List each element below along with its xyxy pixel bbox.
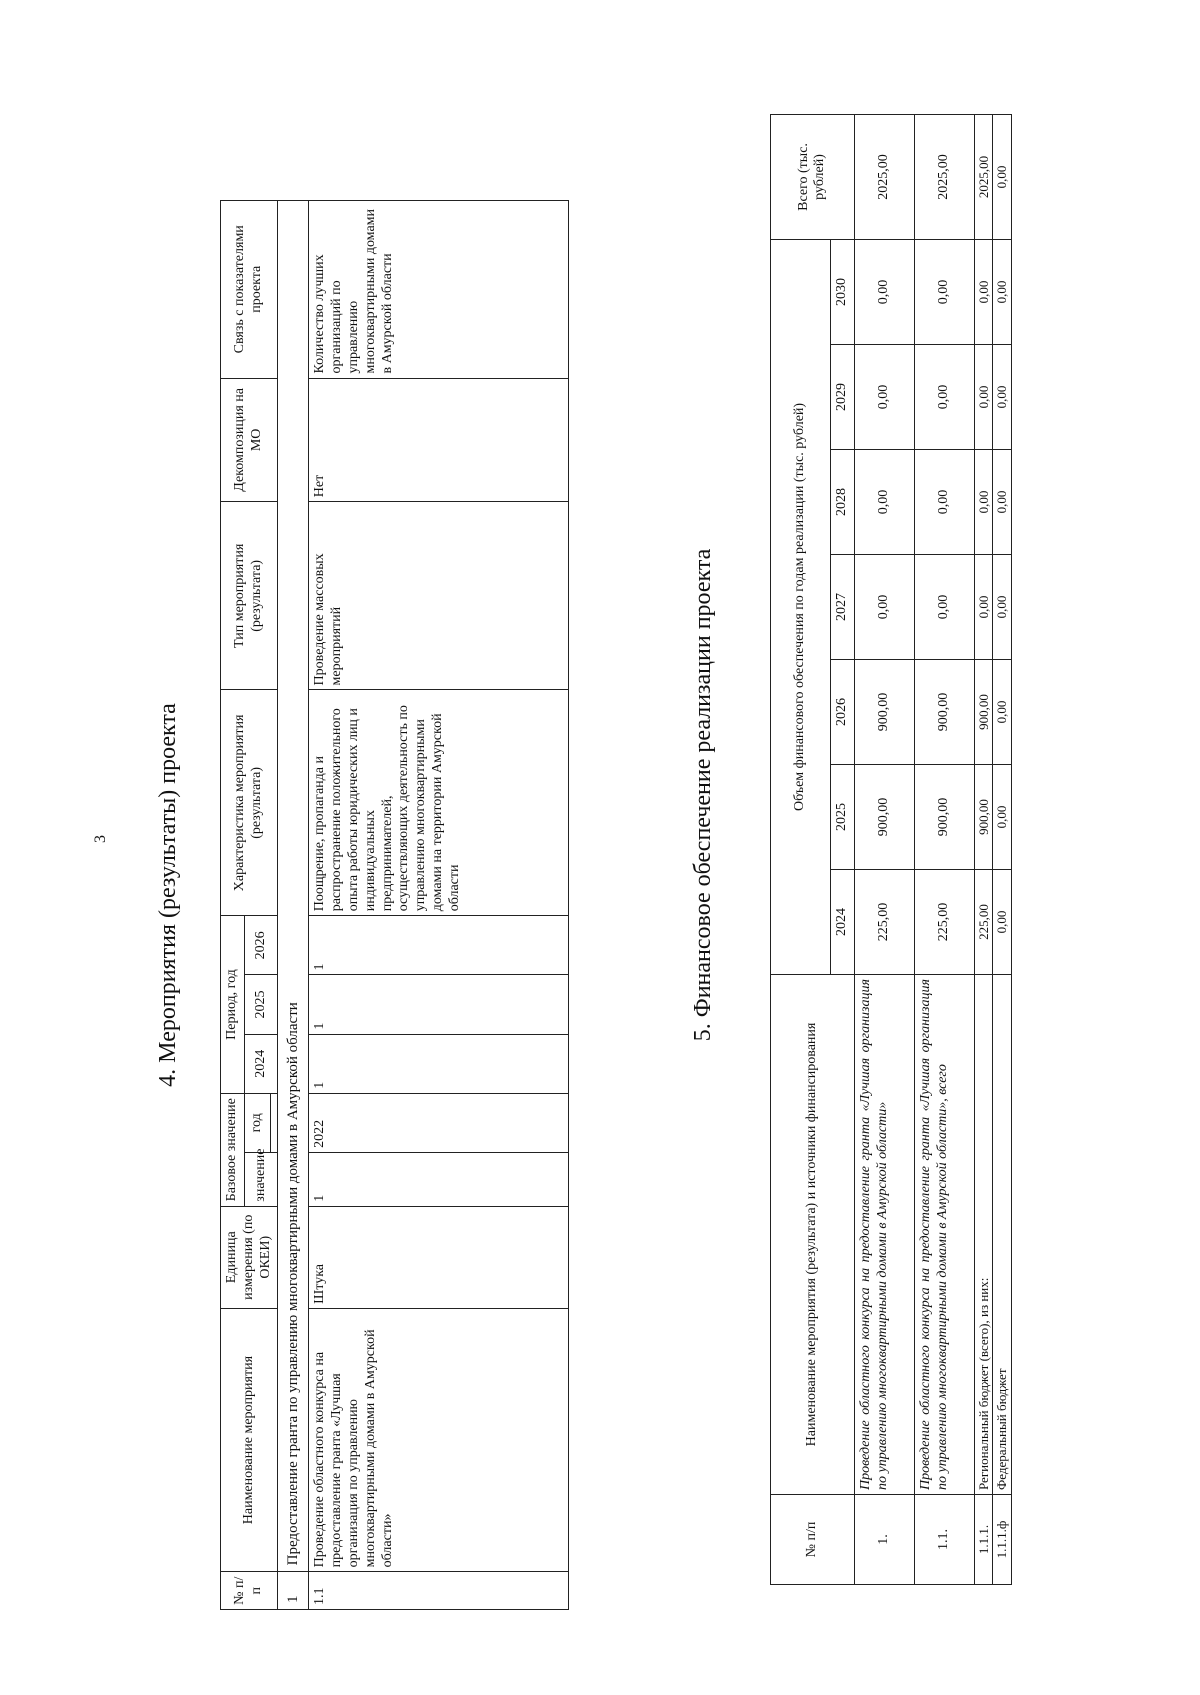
row-value: 0,00 [993, 345, 1012, 450]
col-period-header: Период, год [221, 916, 245, 1093]
col-year-header: 2026 [831, 660, 855, 765]
row-unit: Штука [309, 1206, 569, 1308]
col-characteristic-header: Характеристика мероприятия (результата) [221, 690, 278, 916]
row-value: 225,00 [854, 870, 914, 975]
col-year-header: 2027 [831, 555, 855, 660]
row-value: 0,00 [854, 239, 914, 344]
row-value: 225,00 [914, 870, 974, 975]
col-year-header: 2024 [831, 870, 855, 975]
activities-table [220, 200, 569, 1610]
col-year-header: 2030 [831, 239, 855, 344]
row-link: Количество лучших организаций по управлению многоквартирными домами в Амурской области [309, 201, 569, 379]
col-base-header: Базовое значение [221, 1093, 245, 1206]
col-year-header: 2029 [831, 345, 855, 450]
row-value: 0,00 [974, 239, 993, 344]
row-value: 900,00 [974, 765, 993, 870]
page-number: 3 [92, 835, 109, 843]
empty-cell [271, 1093, 278, 1152]
row-value: 0,00 [854, 555, 914, 660]
table-row [309, 201, 569, 1610]
row-value: 0,00 [993, 660, 1012, 765]
row-value: 0,00 [993, 450, 1012, 555]
table-row [914, 114, 974, 1584]
row-2025: 1 [309, 975, 569, 1034]
row-name: Федеральный бюджет [993, 975, 1012, 1495]
header-row [221, 201, 245, 1610]
row-name: Проведение областного конкурса на предоставление гранта «Лучшая организация по управлению многоквартирными домами в Амурской области» [309, 1308, 569, 1572]
group-row [278, 201, 309, 1610]
col-base-year-header: год [244, 1093, 271, 1152]
row-value: 0,00 [974, 555, 993, 660]
col-num-header: № п/п [771, 1495, 855, 1585]
row-num: 1.1.1.ф [993, 1495, 1012, 1585]
row-value: 0,00 [993, 239, 1012, 344]
col-name-header: Наименование мероприятия [221, 1308, 278, 1572]
col-unit-header: Единица измерения (по ОКЕИ) [221, 1206, 278, 1308]
row-base-year: 2022 [309, 1093, 569, 1152]
header-row [771, 114, 831, 1584]
row-value: 900,00 [974, 660, 993, 765]
row-characteristic: Поощрение, пропаганда и распространение положительного опыта работы юридических лиц и индивидуальных предпринимателей, осуществляющих деятельность по управлению многоквартирными домами на территории Амурской области [309, 690, 569, 916]
row-2024: 1 [309, 1034, 569, 1093]
col-2026-header: 2026 [244, 916, 278, 975]
row-value: 0,00 [854, 345, 914, 450]
col-link-header: Связь с показателями проекта [221, 201, 278, 379]
row-num: 1.1. [914, 1495, 974, 1585]
row-value: 0,00 [993, 765, 1012, 870]
col-2025-header: 2025 [244, 975, 278, 1034]
row-total: 0,00 [993, 114, 1012, 239]
group-title: Предоставление гранта по управлению многоквартирными домами в Амурской области [278, 201, 309, 1572]
group-num: 1 [278, 1572, 309, 1610]
section-5-title: 5. Финансовое обеспечение реализации проекта [690, 548, 716, 1042]
row-value: 900,00 [914, 660, 974, 765]
row-value: 900,00 [914, 765, 974, 870]
col-num-header: № п/п [221, 1572, 278, 1610]
col-year-header: 2028 [831, 450, 855, 555]
col-decomposition-header: Декомпозиция на МО [221, 378, 278, 502]
col-2024-header: 2024 [244, 1034, 278, 1093]
row-value: 0,00 [974, 450, 993, 555]
row-decomposition: Нет [309, 378, 569, 502]
row-value: 900,00 [854, 660, 914, 765]
row-2026: 1 [309, 916, 569, 975]
row-name: Проведение областного конкурса на предоставление гранта «Лучшая организация по управлению многоквартирными домами в Амурской области» [854, 975, 914, 1495]
row-value: 0,00 [914, 239, 974, 344]
row-value: 0,00 [974, 345, 993, 450]
row-value: 0,00 [993, 555, 1012, 660]
row-name: Проведение областного конкурса на предоставление гранта «Лучшая организация по управлению многоквартирными домами в Амурской области», всего [914, 975, 974, 1495]
row-num: 1. [854, 1495, 914, 1585]
row-value: 225,00 [974, 870, 993, 975]
section-4-title: 4. Мероприятия (результаты) проекта [155, 703, 181, 1087]
row-value: 900,00 [854, 765, 914, 870]
row-type: Проведение массовых мероприятий [309, 502, 569, 690]
finance-table [770, 114, 1012, 1585]
col-total-header: Всего (тыс. рублей) [771, 114, 855, 239]
col-base-value-header: значение [244, 1152, 278, 1206]
row-name: Региональный бюджет (всего), из них: [974, 975, 993, 1495]
row-num: 1.1 [309, 1572, 569, 1610]
col-name-header: Наименование мероприятия (результата) и источники финансирования [771, 975, 855, 1495]
table-row [854, 114, 914, 1584]
row-total: 2025,00 [854, 114, 914, 239]
row-num: 1.1.1. [974, 1495, 993, 1585]
col-year-header: 2025 [831, 765, 855, 870]
row-value: 0,00 [914, 450, 974, 555]
col-type-header: Тип мероприятия (результата) [221, 502, 278, 690]
col-volume-header: Объем финансового обеспечения по годам реализации (тыс. рублей) [771, 239, 831, 974]
row-value: 0,00 [854, 450, 914, 555]
row-total: 2025,00 [914, 114, 974, 239]
table-row [993, 114, 1012, 1584]
row-value: 0,00 [914, 345, 974, 450]
table-row [974, 114, 993, 1584]
row-value: 0,00 [993, 870, 1012, 975]
row-total: 2025,00 [974, 114, 993, 239]
row-base-value: 1 [309, 1152, 569, 1206]
row-value: 0,00 [914, 555, 974, 660]
